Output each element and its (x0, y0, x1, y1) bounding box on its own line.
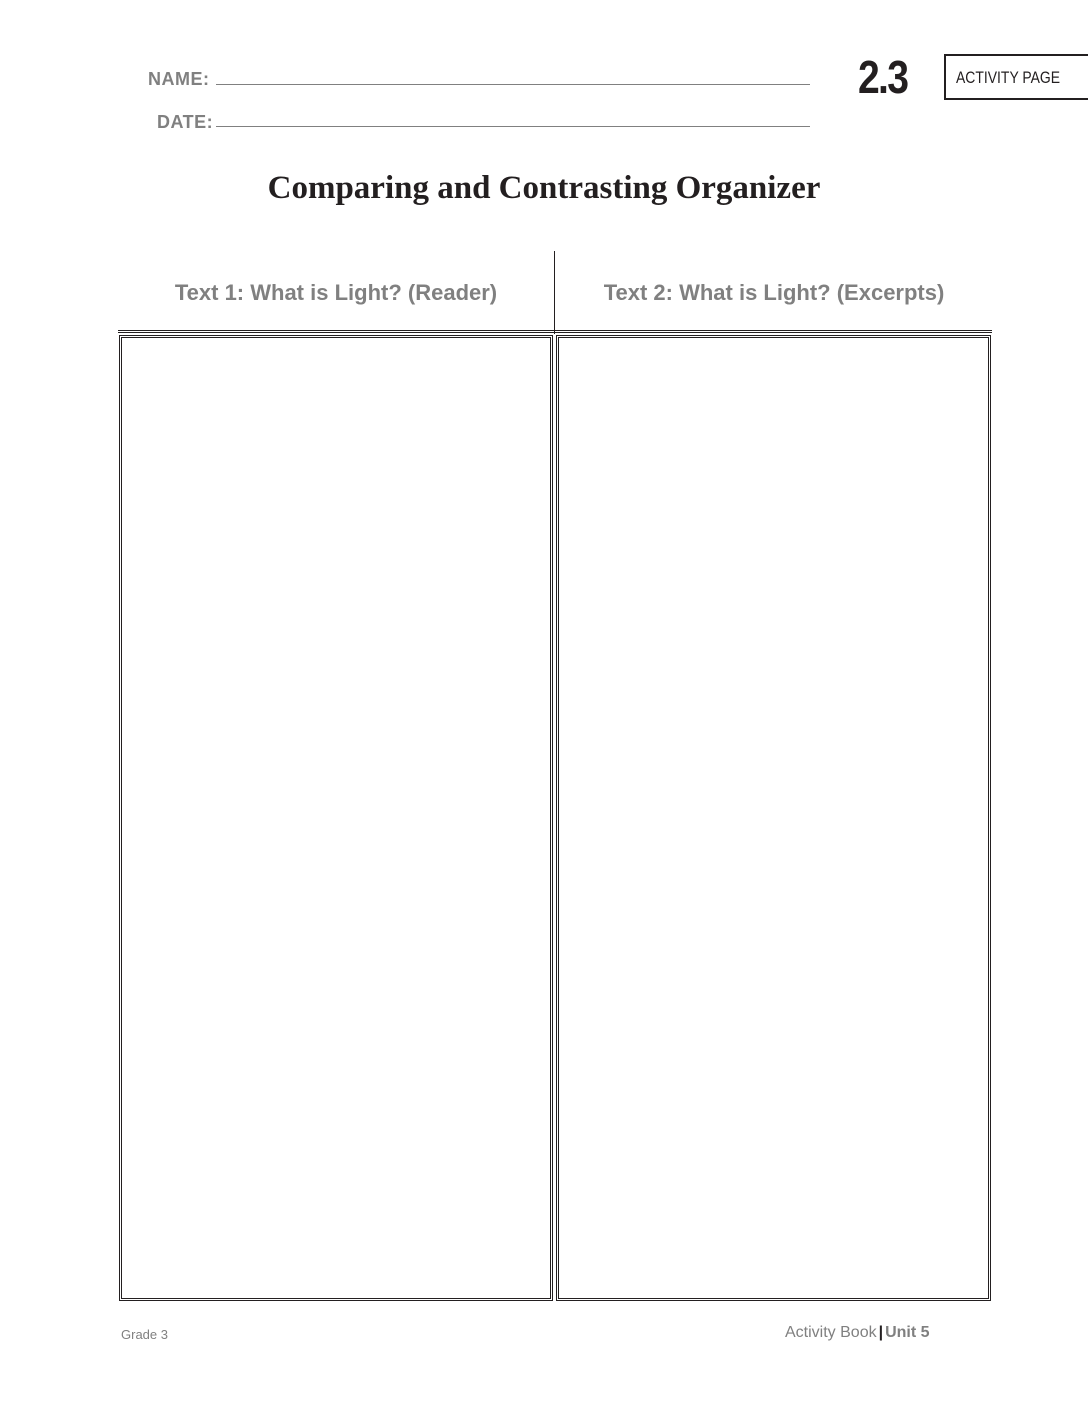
column-header-text-1: Text 1: What is Light? (Reader) (174, 280, 498, 305)
answer-box-text-2[interactable] (556, 335, 991, 1301)
footer-book-info (785, 1324, 930, 1342)
answer-box-text-1[interactable] (119, 335, 553, 1301)
header-rule (118, 330, 992, 333)
footer-grade: Grade 3 (121, 1327, 168, 1342)
column-header-text-2: Text 2: What is Light? (Excerpts) (603, 280, 945, 305)
footer-unit: Unit 5 (885, 1324, 930, 1341)
column-divider (554, 251, 555, 334)
name-label: NAME: (148, 69, 210, 89)
activity-page-label: ACTIVITY PAGE (956, 68, 1061, 87)
footer-separator: | (878, 1324, 884, 1341)
footer-book: Activity Book (785, 1324, 877, 1341)
name-field[interactable] (216, 84, 810, 85)
date-field[interactable] (216, 126, 810, 127)
page-title: Comparing and Contrasting Organizer (267, 170, 821, 206)
page-number: 2.3 (858, 51, 908, 103)
activity-page-badge (944, 54, 1088, 100)
date-label: DATE: (157, 112, 214, 132)
